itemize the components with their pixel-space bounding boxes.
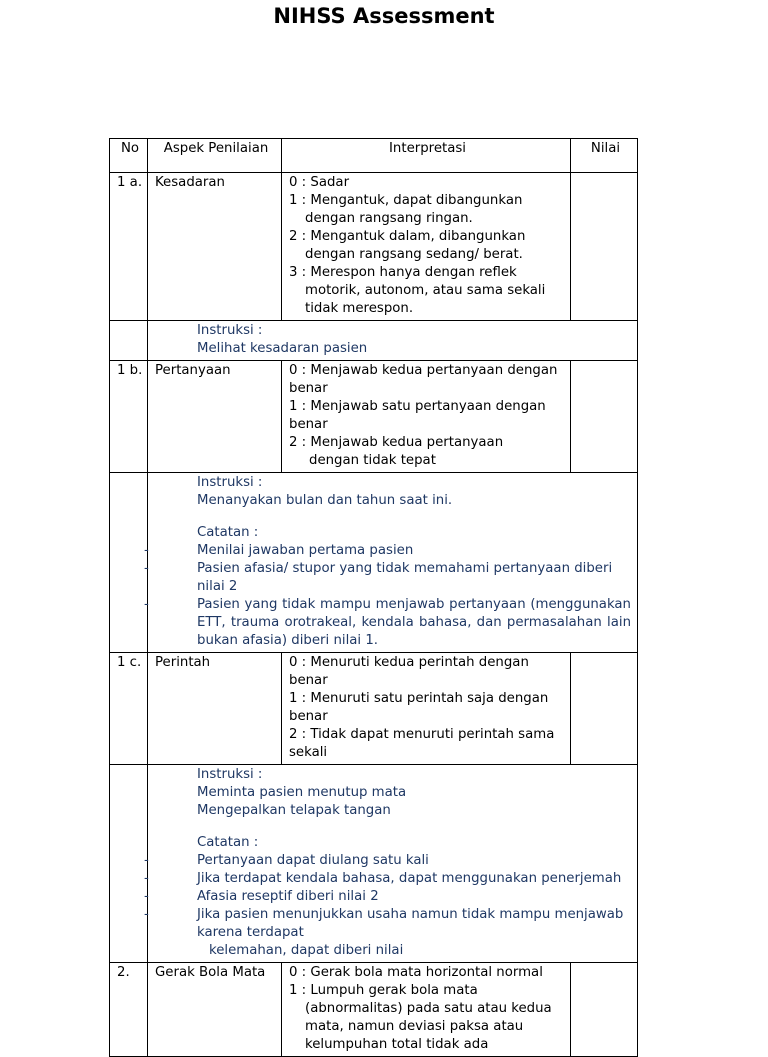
aspek-cell: Pertanyaan [148, 361, 282, 473]
instruction-cell [144, 473, 638, 653]
nilai-cell [571, 361, 638, 473]
interp-line: 2 : Mengantuk dalam, dibangunkan dengan rangsang sedang/ berat. [289, 229, 526, 262]
instruction-text: Menanyakan bulan dan tahun saat ini. [197, 493, 453, 508]
interpretasi-cell [282, 173, 571, 321]
row-number: 1 c. [110, 653, 148, 765]
instruction-label: Instruksi : [197, 475, 263, 490]
row-number: 2. [110, 963, 148, 1057]
row-number: 1 b. [110, 361, 148, 473]
interp-line: 3 : Merespon hanya dengan reflek motorik, autonom, atau sama sekali tidak merespon. [289, 265, 546, 316]
catatan-item: - Jika pasien menunjukkan usaha namun tidak mampu menjawab karena terdapat kelemahan, dapat diberi nilai [144, 907, 624, 958]
catatan-label: Catatan : [197, 525, 259, 540]
header-nilai: Nilai [571, 139, 638, 173]
catatan-item: - Afasia reseptif diberi nilai 2 [144, 889, 379, 904]
interp-line: 2 : Menjawab kedua pertanyaan [289, 435, 504, 450]
instruction-text: Melihat kesadaran pasien [197, 341, 368, 356]
header-aspek: Aspek Penilaian [148, 139, 282, 173]
interp-line: dengan tidak tepat [309, 453, 436, 468]
instruction-label: Instruksi : [197, 767, 263, 782]
catatan-item: - Pasien yang tidak mampu menjawab pertanyaan (menggunakan ETT, trauma orotrakeal, kendala bahasa, dan permasalahan lain bukan afasia) diberi nilai 1. [144, 597, 631, 648]
interpretasi-cell [282, 963, 571, 1057]
interp-line: 1 : Menjawab satu pertanyaan dengan benar [289, 399, 546, 432]
instruction-row [110, 765, 638, 963]
interp-line: 1 : Menuruti satu perintah saja dengan benar [289, 691, 549, 724]
instruction-text: Mengepalkan telapak tangan [197, 803, 391, 818]
table-row [110, 963, 638, 1057]
page-title: NIHSS Assessment [273, 4, 495, 28]
catatan-item: - Pasien afasia/ stupor yang tidak memahami pertanyaan diberi nilai 2 [144, 561, 613, 594]
header-no: No [110, 139, 148, 173]
aspek-cell: Perintah [148, 653, 282, 765]
catatan-item: - Jika terdapat kendala bahasa, dapat menggunakan penerjemah [144, 871, 622, 886]
nihss-table [109, 138, 638, 1057]
table-row [110, 173, 638, 321]
interp-line: 1 : Lumpuh gerak bola mata (abnormalitas) pada satu atau kedua mata, namun deviasi paksa atau kelumpuhan total tidak ada [289, 983, 552, 1052]
instruction-cell [148, 321, 638, 361]
interpretasi-cell [282, 653, 571, 765]
nilai-cell [571, 173, 638, 321]
catatan-item: - Pertanyaan dapat diulang satu kali [144, 853, 429, 868]
header-interpretasi: Interpretasi [282, 139, 571, 173]
aspek-cell: Kesadaran [148, 173, 282, 321]
instruction-cell [144, 765, 638, 963]
interp-line: 2 : Tidak dapat menuruti perintah sama sekali [289, 727, 555, 760]
instruction-text: Meminta pasien menutup mata [197, 785, 407, 800]
interp-line: 0 : Gerak bola mata horizontal normal [289, 965, 543, 980]
interp-line: 0 : Sadar [289, 175, 350, 190]
catatan-label: Catatan : [197, 835, 259, 850]
nilai-cell [571, 653, 638, 765]
nilai-cell [571, 963, 638, 1057]
interp-line: 0 : Menuruti kedua perintah dengan benar [289, 655, 529, 688]
interp-line: 0 : Menjawab kedua pertanyaan dengan benar [289, 363, 558, 396]
table-header-row [110, 139, 638, 173]
aspek-cell: Gerak Bola Mata [148, 963, 282, 1057]
table-row [110, 361, 638, 473]
catatan-item: - Menilai jawaban pertama pasien [144, 543, 414, 558]
row-number: 1 a. [110, 173, 148, 321]
instruction-row [110, 321, 638, 361]
instruction-row [110, 473, 638, 653]
interpretasi-cell [282, 361, 571, 473]
instruction-label: Instruksi : [197, 323, 263, 338]
interp-line: 1 : Mengantuk, dapat dibangunkan dengan rangsang ringan. [289, 193, 523, 226]
table-row [110, 653, 638, 765]
